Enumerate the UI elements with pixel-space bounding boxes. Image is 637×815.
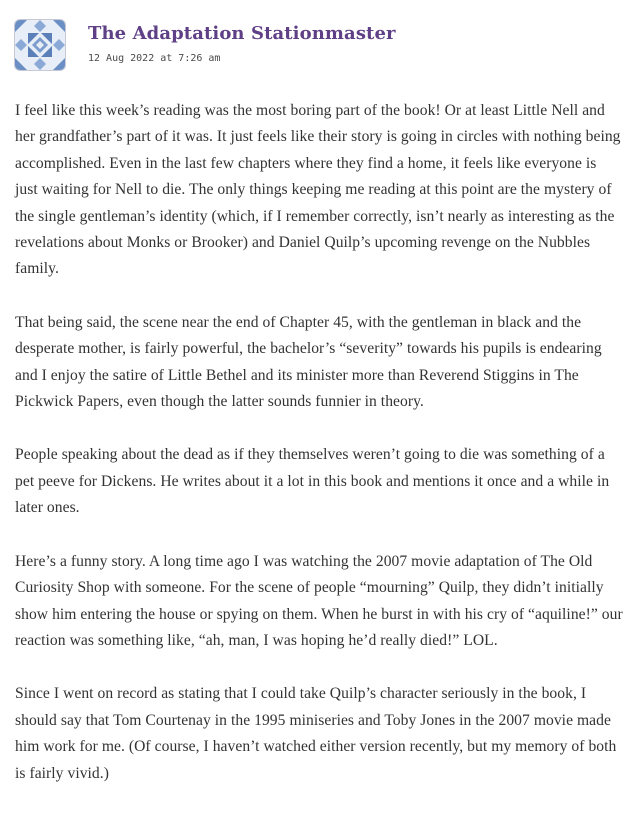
comment-paragraph: Since I went on record as stating that I could take Quilp’s character seriously in the book, I should say that Tom Courtenay in the 1995 miniseries and Toby Jones in the 2007 movie made him work for me. (Of course, I haven’t watched either version recently, but my memory of both is fairly vivid.) <box>15 685 617 782</box>
identicon-avatar[interactable] <box>15 20 65 70</box>
identicon-avatar-icon <box>15 20 65 70</box>
comment-timestamp-link[interactable]: 12 Aug 2022 at 7:26 am <box>88 53 221 64</box>
comment-paragraph: People speaking about the dead as if they themselves weren’t going to die was something of a pet peeve for Dickens. He writes about it a lot in this book and mentions it once and a while in later ones. <box>15 446 610 517</box>
comment-author-link[interactable]: The Adaptation Stationmaster <box>88 23 396 44</box>
comment-paragraph: I feel like this week’s reading was the most boring part of the book! Or at least Little Nell and her grandfather’s part of it was. It just feels like their story is going in circles with nothing being accomplished. Even in the last few chapters where they find a home, it feels like everyone is just waiting for Nell to die. The only things keeping me reading at this point are the mystery of the single gentleman’s identity (which, if I remember correctly, isn’t nearly as interesting as the revelations about Monks or Brooker) and Daniel Quilp’s upcoming revenge on the Nubbles family. <box>15 102 621 278</box>
comment-header <box>15 20 623 72</box>
comment-content <box>15 98 623 787</box>
comment <box>15 20 623 814</box>
comment-paragraph: That being said, the scene near the end of Chapter 45, with the gentleman in black and the desperate mother, is fairly powerful, the bachelor’s “severity” towards his pupils is endearing and I enjoy the satire of Little Bethel and its minister more than Reverend Stiggins in The Pickwick Papers, even though the latter sounds funnier in theory. <box>15 313 602 411</box>
comment-paragraph: Here’s a funny story. A long time ago I was watching the 2007 movie adaptation of The Old Curiosity Shop with someone. For the scene of people “mourning” Quilp, they didn’t initially show him entering the house or spying on them. When he burst in with his cry of “aquiline!” our reaction was something like, “ah, man, I was hoping he’d really died!” LOL. <box>15 552 623 649</box>
comment-meta <box>88 20 396 65</box>
